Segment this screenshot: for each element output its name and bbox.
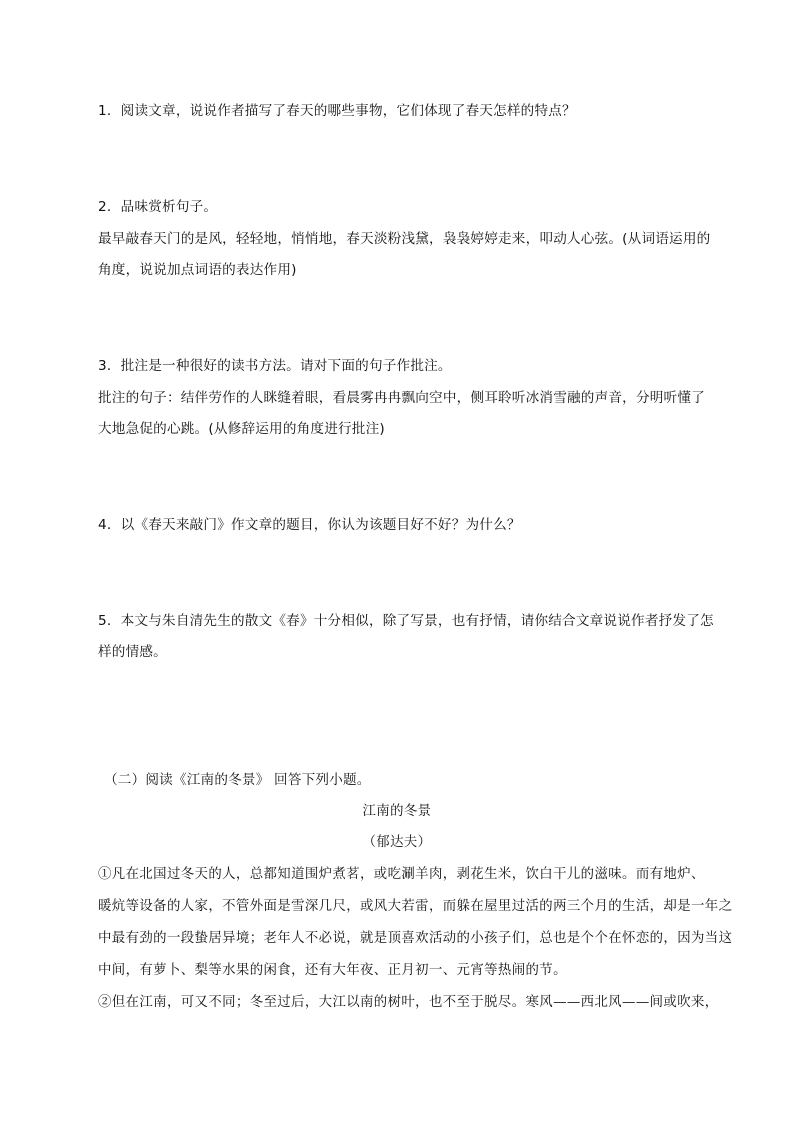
question-number: 5． xyxy=(98,613,121,629)
section-heading: （二）阅读《江南的冬景》 回答下列小题。 xyxy=(104,772,371,788)
paragraph-1-line-3: 中最有劲的一段蛰居异境；老年人不必说，就是顶喜欢活动的小孩子们，总也是个个在怀恋的，因为当这 xyxy=(98,931,733,946)
question-3 xyxy=(98,356,452,376)
question-2-quote-line-1: 最早敲春天门的是风，轻轻地，悄悄地，春天淡粉浅黛，袅袅婷婷走来，叩动人心弦。(从词语运用的 xyxy=(98,231,711,247)
question-text: 批注是一种很好的读书方法。请对下面的句子作批注。 xyxy=(120,358,452,374)
paragraph-1-line-2: 暖炕等设备的人家，不管外面是雪深几尺，或风大若雷，而躲在屋里过活的两三个月的生活，却是一年之 xyxy=(98,899,733,914)
question-5-continuation: 样的情感。 xyxy=(98,644,167,660)
question-2-quote-line-2: 角度，说说加点词语的表达作用) xyxy=(98,262,297,278)
article-author: （郁达夫） xyxy=(362,835,432,850)
question-4 xyxy=(98,515,521,535)
question-text: 本文与朱自清先生的散文《春》十分相似，除了写景，也有抒情，请你结合文章说说作者抒发了怎 xyxy=(120,613,714,629)
paragraph-1-line-1: ①凡在北国过冬天的人，总都知道围炉煮茗，或吃涮羊肉，剥花生米，饮白干儿的滋味。而有地炉、 xyxy=(98,867,705,882)
question-5 xyxy=(98,611,714,631)
question-3-quote-line-1: 批注的句子：结伴劳作的人眯缝着眼，看晨雾冉冉飘向空中，侧耳聆听冰消雪融的声音，分明听懂了 xyxy=(98,390,705,406)
article-title: 江南的冬景 xyxy=(362,804,432,819)
question-text: 以《春天来敲门》作文章的题目，你认为该题目好不好？为什么？ xyxy=(120,517,521,533)
question-1 xyxy=(98,101,576,121)
question-3-quote-line-2: 大地急促的心跳。(从修辞运用的角度进行批注) xyxy=(98,421,385,437)
question-number: 1． xyxy=(98,103,121,119)
paragraph-2-line-1: ②但在江南，可又不同；冬至过后，大江以南的树叶，也不至于脱尽。寒风——西北风——间或吹来， xyxy=(98,995,719,1010)
question-2 xyxy=(98,197,217,217)
question-number: 4． xyxy=(98,517,121,533)
question-number: 3． xyxy=(98,358,121,374)
question-text: 品味赏析句子。 xyxy=(120,199,218,215)
paragraph-1-line-4: 中间，有萝卜、梨等水果的闲食，还有大年夜、正月初一、元宵等热闹的节。 xyxy=(98,963,567,978)
question-number: 2． xyxy=(98,199,121,215)
question-text: 阅读文章，说说作者描写了春天的哪些事物，它们体现了春天怎样的特点？ xyxy=(120,103,576,119)
